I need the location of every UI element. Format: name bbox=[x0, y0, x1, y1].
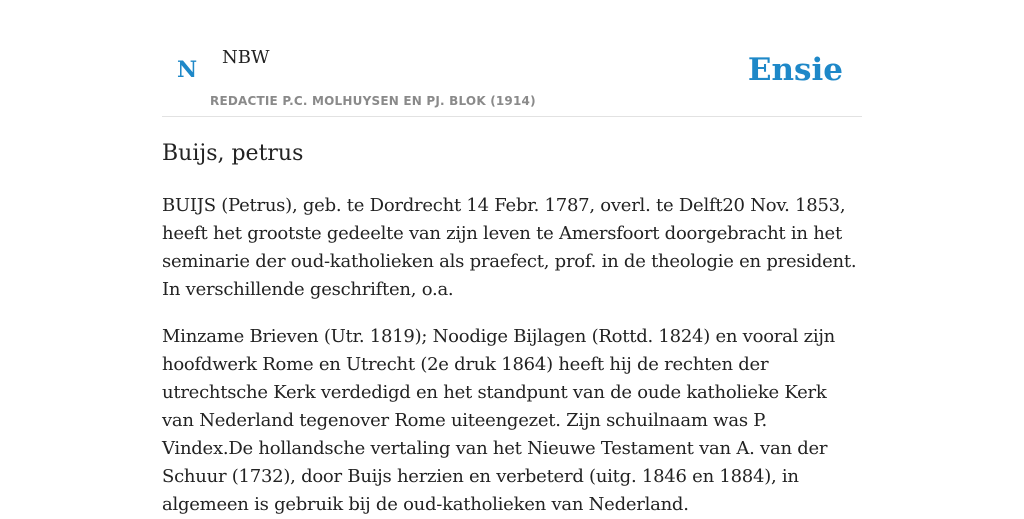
source-header bbox=[162, 0, 862, 117]
article-paragraph-2: Minzame Brieven (Utr. 1819); Noodige Bijlagen (Rottd. 1824) en vooral zijn hoofdwerk Rome en Utrecht (2e druk 1864) heeft hij de rechten der utrechtsche Kerk verdedigd en het standpunt van de oude katholieke Kerk van Nederland tegenover Rome uiteengezet. Zijn schuilnaam was P. Vindex.De hollandsche vertaling van het Nieuwe Testament van A. van der Schuur (1732), door Buijs herzien en verbeterd (uitg. 1846 en 1884), in algemeen is gebruik bij de oud-katholieken van Nederland. bbox=[162, 326, 836, 515]
source-logo[interactable]: N bbox=[177, 57, 198, 83]
source-subtitle: REDACTIE P.C. MOLHUYSEN EN PJ. BLOK (1914) bbox=[210, 94, 536, 108]
source-name[interactable]: NBW bbox=[222, 47, 270, 68]
brand-logo[interactable]: Ensie bbox=[747, 52, 843, 88]
article-paragraph-1: BUIJS (Petrus), geb. te Dordrecht 14 Febr. 1787, overl. te Delft20 Nov. 1853, heeft het grootste gedeelte van zijn leven te Amersfoort doorgebracht in het seminarie der oud-katholieken als praefect, prof. in de theologie en president. In verschillende geschriften, o.a. bbox=[162, 195, 857, 300]
page-container bbox=[162, 0, 862, 515]
article-title: Buijs, petrus bbox=[162, 141, 304, 166]
